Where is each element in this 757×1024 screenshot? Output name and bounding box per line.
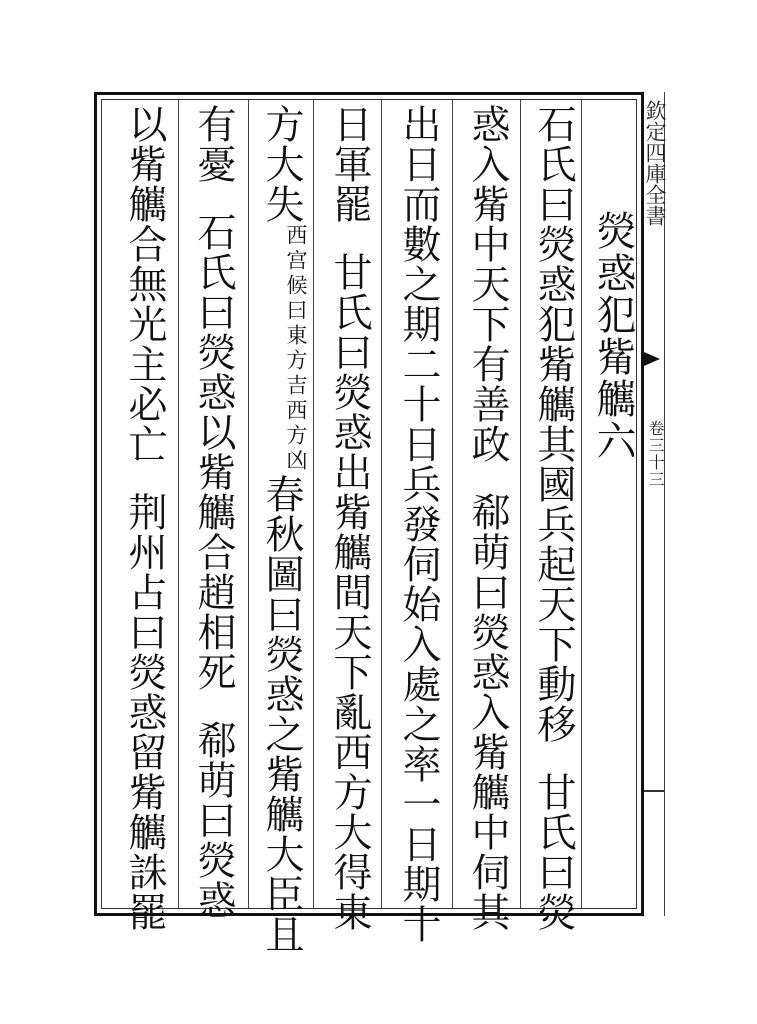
text-run: 惑入觜中天下有善政 [465, 104, 510, 464]
book-title: 欽定四庫全書 [643, 100, 667, 226]
column-rule [248, 99, 249, 909]
text-run: 出日而數之期二十日兵發伺始入處之率一日期十 [396, 104, 441, 944]
text-column-6 [186, 104, 240, 920]
text-run: 郗萌曰熒惑 [191, 720, 236, 920]
text-run: 有憂 [191, 104, 236, 184]
column-rule [313, 99, 314, 909]
text-run: 石氏曰熒惑犯觜觽其國兵起天下動移 [531, 104, 576, 744]
text-run: 方大失 [259, 104, 304, 224]
text-run: 甘氏曰熒惑出觜觽間天下亂西方大得東 [327, 252, 372, 932]
text-run: 以觜觽合無光主必亡 [122, 104, 167, 464]
margin-rule [644, 790, 664, 792]
text-column-1 [526, 104, 580, 932]
column-rule [381, 99, 382, 909]
text-column-4 [322, 104, 376, 932]
fish-tail-mark [644, 352, 660, 366]
column-rule [452, 99, 453, 909]
text-run: 甘氏曰熒 [531, 772, 576, 932]
text-run: 荆州占曰熒惑留觜觽誅罷 [122, 492, 167, 932]
column-rule [520, 99, 521, 909]
text-run: 石氏曰熒惑以觜觽合趙相死 [191, 212, 236, 692]
column-rule [178, 99, 179, 909]
text-run: 春秋圖曰熒惑之觜觽大臣且 [259, 474, 304, 954]
annotation-note-right: 西宫候曰東 [284, 224, 308, 349]
text-column-7 [117, 104, 171, 932]
text-column-5 [254, 104, 308, 954]
text-run: 郗萌曰熒惑入觜觽中伺其 [465, 492, 510, 932]
volume-label: 卷三十三 [646, 420, 665, 488]
annotation-note-left: 方吉西方凶 [284, 349, 308, 474]
section-heading: 熒惑犯觜觽六 [590, 210, 636, 462]
text-column-3 [391, 104, 445, 944]
text-column-2 [460, 104, 514, 932]
column-rule [581, 99, 582, 909]
text-run: 日軍罷 [327, 104, 372, 224]
